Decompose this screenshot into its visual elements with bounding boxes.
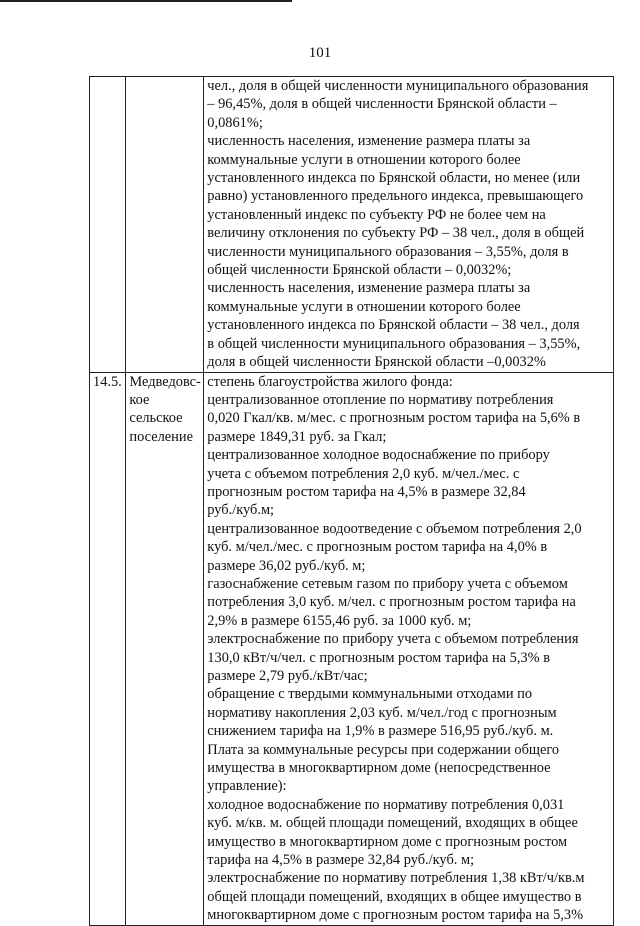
settlement-name-line: кое [129,391,150,408]
description-line: электроснабжение по нормативу потребления 1,38 кВт/ч/кв.м [207,870,585,887]
description-line: общей численности Брянской области – 0,0032%; [207,262,512,279]
description-line: установленного индекса по Брянской области – 38 чел., доля [207,317,580,334]
settlement-name-line: Медведовс- [129,373,201,390]
description-line: установленный индекс по субъекту РФ не более чем на [207,206,546,223]
description-line: – 96,45%, доля в общей численности Брянской области – [207,96,557,113]
description-line: размере 36,02 руб./куб. м; [207,557,366,574]
description-line: общей площади помещений, входящих в общее имущество в [207,888,582,905]
description-line: численности муниципального образования – 3,55%, доля в [207,243,569,260]
description-line: 0,0861%; [207,114,263,131]
top-rule [0,0,292,2]
page-number: 101 [308,45,332,61]
description-line: численность населения, изменение размера платы за [207,280,531,297]
row-description-cell [204,77,614,373]
description-line: величину отклонения по субъекту РФ – 38 чел., доля в общей [207,225,585,242]
settlement-name-line: поселение [129,428,193,445]
row-description-cell [204,372,614,925]
description-line: централизованное холодное водоснабжение по прибору [207,447,550,464]
description-line: снижением тарифа на 1,9% в размере 516,95 руб./куб. м. [207,723,554,740]
description-line: учета с объемом потребления 2,0 куб. м/чел./мес. с [207,465,520,482]
description-line: централизованное водоотведение с объемом потребления 2,0 [207,520,582,537]
table-row [90,372,614,925]
description-line: установленного индекса по Брянской области, но менее (или [207,170,581,187]
description-line: имущество в многоквартирном доме с прогнозным ростом [207,833,568,850]
row-name-cell [126,77,204,373]
description-line: в общей численности муниципального образования – 3,55%, [207,335,581,352]
description-line: тарифа на 4,5% в размере 32,84 руб./куб. м; [207,852,475,869]
description-line: многоквартирном доме с прогнозным ростом тарифа на 5,3% [207,907,584,924]
description-line: коммунальные услуги в отношении которого более [207,151,521,168]
document-table [89,76,614,926]
description-line: централизованное отопление по нормативу потребления [207,391,554,408]
description-line: 0,020 Гкал/кв. м/мес. с прогнозным ростом тарифа на 5,6% в [207,410,581,427]
description-line: доля в общей численности Брянской области –0,0032% [207,354,546,371]
table-row [90,77,614,373]
description-line: куб. м/кв. м. общей площади помещений, входящих в общее [207,815,578,832]
description-line: газоснабжение сетевым газом по прибору учета с объемом [207,575,568,592]
description-line: численность населения, изменение размера платы за [207,133,531,150]
description-line: равно) установленного предельного индекса, превышающего [207,188,584,205]
row-number-cell [90,77,126,373]
description-line: прогнозным ростом тарифа на 4,5% в размере 32,84 [207,483,526,500]
description-line: размере 2,79 руб./кВт/час; [207,668,368,684]
description-line: куб. м/чел./мес. с прогнозным ростом тарифа на 4,0% в [207,539,548,556]
description-line: обращение с твердыми коммунальными отходами по [207,686,533,703]
description-line: холодное водоснабжение по нормативу потребления 0,031 [207,796,565,813]
row-number-cell: 14.5. [90,372,126,925]
description-line: руб./куб.м; [207,502,275,519]
description-line: потребления 3,0 куб. м/чел. с прогнозным ростом тарифа на [207,594,576,611]
description-line: чел., доля в общей численности муниципального образования [207,78,589,94]
row-name-cell [126,372,204,925]
settlement-name-line: сельское [129,410,183,427]
description-line: степень благоустройства жилого фонда: [207,373,453,390]
description-line: Плата за коммунальные ресурсы при содержании общего [207,741,560,758]
description-line: размере 1849,31 руб. за Гкал; [207,428,387,445]
description-line: 2,9% в размере 6155,46 руб. за 1000 куб. м; [207,612,472,629]
description-line: нормативу накопления 2,03 куб. м/чел./год с прогнозным [207,704,557,721]
description-line: 130,0 кВт/ч/чел. с прогнозным ростом тарифа на 5,3% в [207,649,550,666]
description-line: коммунальные услуги в отношении которого более [207,298,521,315]
description-line: имущества в многоквартирном доме (непосредственное [207,760,551,777]
description-line: электроснабжение по прибору учета с объемом потребления [207,631,579,648]
description-line: управление): [207,778,287,795]
